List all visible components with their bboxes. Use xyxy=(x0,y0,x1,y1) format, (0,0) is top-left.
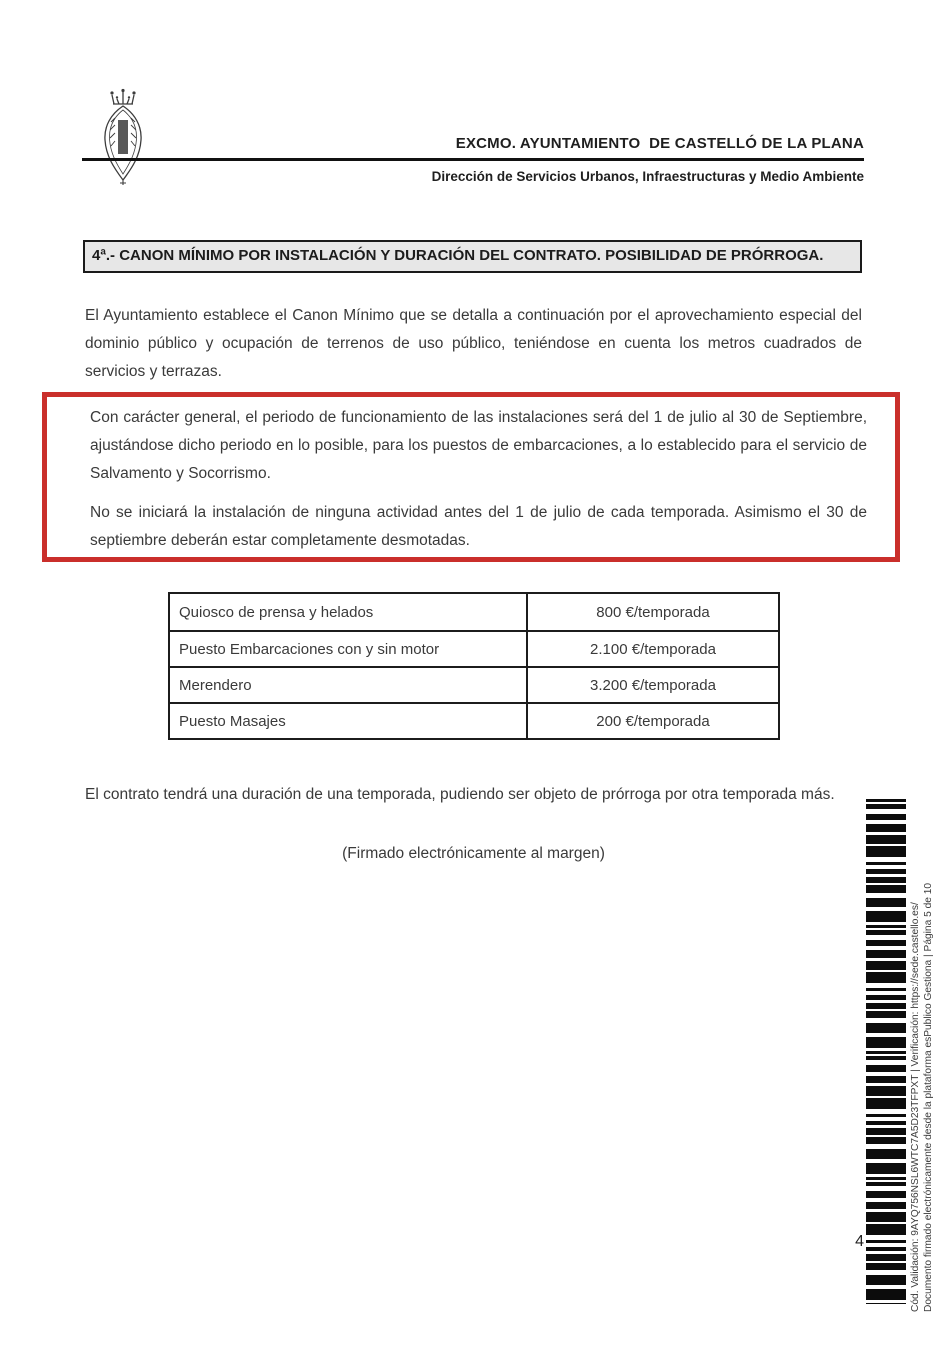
side-validation-line: Cód. Validación: 9AYQ756NSL6WTC7A5D23TFPXT | Verificación: https://sede.castello.es/ xyxy=(910,902,921,1312)
paragraph-highlight-1: Con carácter general, el periodo de funcionamiento de las instalaciones será del 1 de julio al 30 de Septiembre, ajustándose dicho periodo en lo posible, para los puestos de embarcaciones, a lo establecido para el servicio de Salvamento y Socorrismo. xyxy=(90,409,867,482)
verification-barcode xyxy=(866,799,906,1304)
table-row xyxy=(170,594,778,630)
table-row xyxy=(170,630,778,666)
fee-amount-cell: 3.200 €/temporada xyxy=(590,676,716,694)
fee-amount-cell: 2.100 €/temporada xyxy=(590,640,716,658)
header-organization: EXCMO. AYUNTAMIENTO DE CASTELLÓ DE LA PLANA xyxy=(455,135,864,152)
highlight-annotation-box xyxy=(42,392,900,562)
header-divider xyxy=(82,158,864,161)
fee-amount-cell: 800 €/temporada xyxy=(596,603,710,621)
side-validation-caption xyxy=(909,882,935,1312)
paragraph-highlight-2: No se iniciará la instalación de ninguna actividad antes del 1 de julio de cada temporada. Asimismo el 30 de septiembre deberán estar completamente desmotadas. xyxy=(90,504,867,549)
fee-concept-cell: Puesto Embarcaciones con y sin motor xyxy=(170,632,528,666)
fees-table xyxy=(168,592,780,740)
header-department: Dirección de Servicios Urbanos, Infraestructuras y Medio Ambiente xyxy=(431,169,864,184)
side-platform-line: Documento firmado electrónicamente desde la plataforma esPublico Gestiona | Página 5 de 10 xyxy=(923,882,934,1312)
fee-concept-cell: Quiosco de prensa y helados xyxy=(170,594,528,630)
fee-concept-cell: Puesto Masajes xyxy=(170,704,528,738)
fee-amount-cell: 200 €/temporada xyxy=(596,712,710,730)
section-title: 4ª.- CANON MÍNIMO POR INSTALACIÓN Y DURACIÓN DEL CONTRATO. POSIBILIDAD DE PRÓRROGA. xyxy=(83,240,862,273)
signature-note: (Firmado electrónicamente al margen) xyxy=(342,845,605,862)
paragraph-duration: El contrato tendrá una duración de una temporada, pudiendo ser objeto de prórroga por otra temporada más. xyxy=(85,786,835,803)
fee-concept-cell: Merendero xyxy=(170,668,528,702)
table-row xyxy=(170,702,778,738)
table-row xyxy=(170,666,778,702)
page-number: 4 xyxy=(855,1233,864,1250)
paragraph-intro: El Ayuntamiento establece el Canon Mínimo que se detalla a continuación por el aprovechamiento especial del dominio público y ocupación de terrenos de uso público, teniéndose en cuenta los metros cuadrados de servicios y terrazas. xyxy=(85,307,862,380)
